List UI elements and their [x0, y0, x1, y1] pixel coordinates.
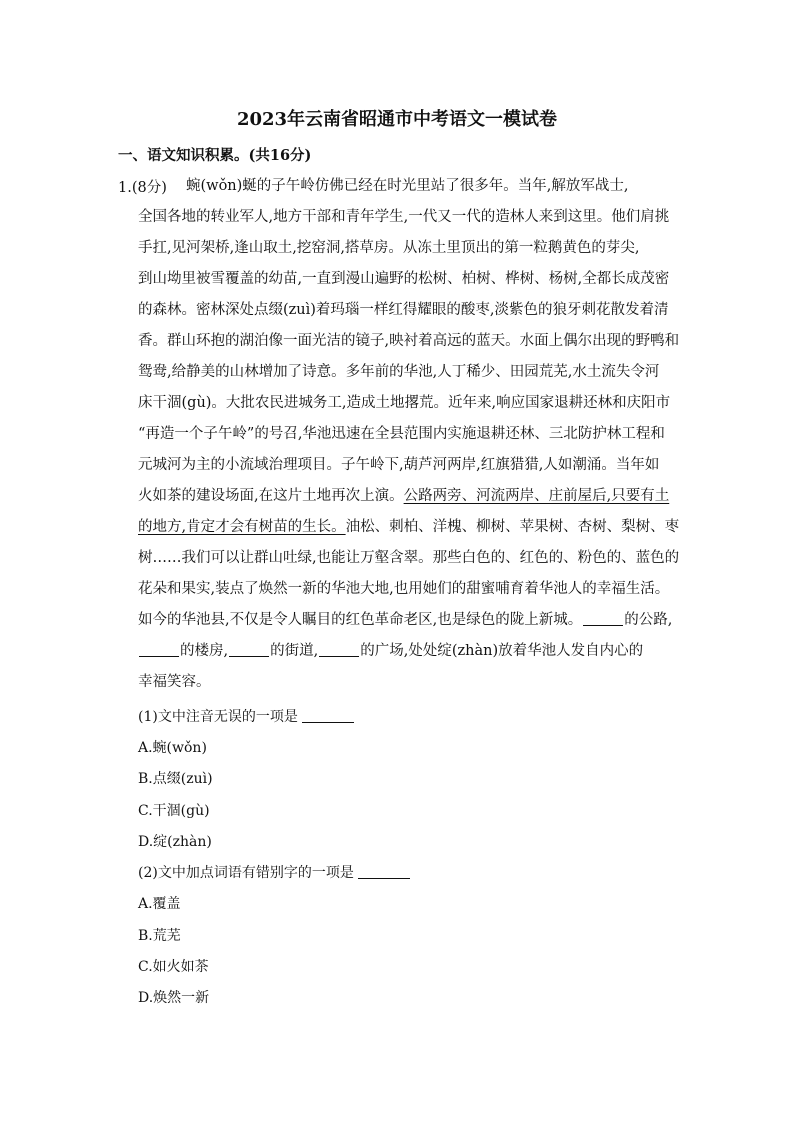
underlined-sentence: 公路两旁、河流两岸、庄前屋后,只要有土	[403, 488, 670, 504]
option-b[interactable]: B.荒芜	[138, 928, 181, 944]
answer-blank[interactable]	[358, 864, 410, 879]
passage-line	[138, 517, 679, 537]
option-c[interactable]: C.干涸(gù)	[138, 803, 210, 819]
passage-line: 元城河为主的小流域治理项目。子午岭下,葫芦河两岸,红旗猎猎,人如潮涌。当年如	[138, 457, 660, 473]
passage-text: 的楼房,	[180, 643, 229, 659]
passage-text: 的公路,	[624, 612, 673, 628]
option-c[interactable]: C.如火如茶	[138, 959, 209, 975]
option-d[interactable]: D.绽(zhàn)	[138, 834, 212, 850]
passage-line	[138, 610, 672, 630]
passage-text: 如今的华池县,不仅是令人瞩目的红色革命老区,也是绿色的陇上新城。	[138, 612, 583, 628]
underlined-sentence: 的地方,肯定才会有树苗的生长。	[138, 519, 346, 535]
question-number: 1.(8分)	[118, 180, 167, 196]
fill-blank[interactable]	[139, 642, 179, 657]
passage-line: 鸳鸯,给静美的山林增加了诗意。多年前的华池,人丁稀少、田园荒芜,水土流失令河	[138, 364, 660, 380]
passage-line: 的森林。密林深处点缀(zuì)着玛瑙一样红得耀眼的酸枣,淡紫色的狼牙刺花散发着清	[138, 302, 669, 318]
subquestion-prompt: (2)文中加点词语有错别字的一项是	[138, 865, 354, 881]
passage-line	[138, 486, 669, 506]
option-a[interactable]: A.覆盖	[138, 896, 181, 912]
passage-line: 全国各地的转业军人,地方干部和青年学生,一代又一代的造林人来到这里。他们肩挑	[138, 209, 670, 225]
passage-line: 床干涸(gù)。大批农民进城务工,造成土地撂荒。近年来,响应国家退耕还林和庆阳市	[138, 395, 671, 411]
page-title: 2023年云南省昭通市中考语文一模试卷	[236, 109, 558, 130]
passage-text: 的街道,	[270, 643, 319, 659]
option-b[interactable]: B.点缀(zuì)	[138, 771, 213, 787]
passage-line: 幸福笑容。	[138, 674, 211, 690]
section-heading: 一、语文知识积累。(共16分)	[118, 147, 312, 164]
passage-line: 树……我们可以让群山吐绿,也能让万壑含翠。那些白色的、红色的、粉色的、蓝色的	[138, 550, 680, 566]
passage-text: 的广场,处处绽(zhàn)放着华池人发自内心的	[360, 643, 644, 659]
answer-blank[interactable]	[302, 708, 354, 723]
subquestion-prompt: (1)文中注音无误的一项是	[138, 709, 298, 725]
fill-blank[interactable]	[319, 642, 359, 657]
passage-line: 花朵和果实,装点了焕然一新的华池大地,也用她们的甜蜜哺育着华池人的幸福生活。	[138, 581, 670, 597]
subquestion-1	[138, 706, 354, 726]
passage-line	[138, 641, 643, 661]
passage-line: 到山坳里被雪覆盖的幼苗,一直到漫山遍野的松树、柏树、桦树、杨树,全都长成茂密	[138, 271, 670, 287]
passage-text: 油松、刺柏、洋槐、柳树、苹果树、杏树、梨树、枣	[345, 519, 680, 535]
passage-line: 香。群山环抱的湖泊像一面光洁的镜子,映衬着高远的蓝天。水面上偶尔出现的野鸭和	[138, 333, 680, 349]
fill-blank[interactable]	[229, 642, 269, 657]
passage-line: 手扛,见河架桥,逢山取土,挖窑洞,搭草房。从冻土里顶出的第一粒鹅黄色的芽尖,	[138, 240, 640, 256]
passage-line: 蜿(wǒn)蜒的子午岭仿佛已经在时光里站了很多年。当年,解放军战士,	[186, 178, 629, 194]
option-d[interactable]: D.焕然一新	[138, 990, 210, 1006]
passage-line: “再造一个子午岭”的号召,华池迅速在全县范围内实施退耕还林、三北防护林工程和	[138, 426, 665, 442]
passage-text: 火如茶的建设场面,在这片土地再次上演。	[138, 488, 404, 504]
option-a[interactable]: A.蜿(wǒn)	[138, 740, 207, 756]
fill-blank[interactable]	[583, 611, 623, 626]
subquestion-2	[138, 862, 410, 882]
